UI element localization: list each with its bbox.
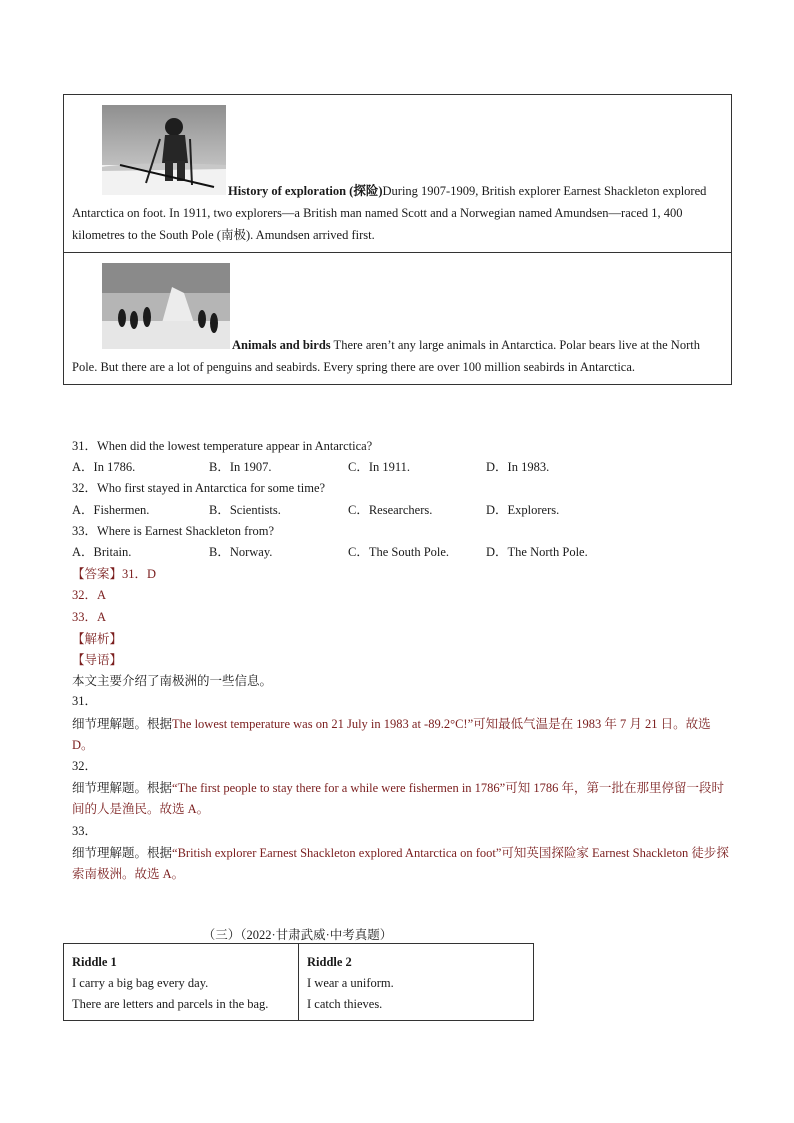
- riddle-2-line-2: I catch thieves.: [307, 997, 383, 1011]
- option-a: A．Fishermen.: [72, 502, 150, 517]
- riddle-2-title: Riddle 2: [307, 955, 352, 969]
- analysis-label: 【解析】: [72, 630, 123, 646]
- answer-label: 【答案】: [72, 566, 123, 582]
- explanation-33-prefix: 细节理解题。根据: [72, 844, 173, 860]
- animals-text: There aren’t any large animals in Antarctica. Polar bears live at the North Pole. But there are a lot of penguins and seabirds. Every spring there are over 100 million seabirds in Antarctica.: [72, 338, 700, 374]
- explanation-32-number: 32．: [72, 759, 98, 774]
- exploration-text: During 1907-1909, British explorer Earnest Shackleton explored Antarctica on foot. In 1911, two explorers—a British man named Scott and a Norwegian named Amundsen—raced 1, 400 kilometres to the South Pole (南极). Amundsen arrived first.: [72, 184, 707, 242]
- answer-33: 33．A: [72, 609, 107, 624]
- option-c: C．Researchers.: [348, 502, 433, 517]
- question-32-options: [72, 500, 732, 521]
- passage-row-exploration: [64, 95, 731, 253]
- question-block: [72, 436, 732, 885]
- option-b: B．Scientists.: [209, 502, 281, 517]
- explanation-32: [72, 777, 732, 820]
- riddle-1-title: Riddle 1: [72, 955, 117, 969]
- penguins-photo: [102, 263, 230, 356]
- answer-32: 32．A: [72, 588, 107, 603]
- question-31-options: [72, 457, 732, 478]
- animals-heading: Animals and birds: [232, 338, 331, 352]
- explanation-31-body: The lowest temperature was on 21 July in 1983 at -89.2°C!”可知最低气温是在 1983 年 7 月 21 日。故选 D。: [72, 716, 711, 752]
- option-d: D．Explorers.: [486, 502, 560, 517]
- passage-table: [63, 94, 732, 385]
- intro-label: 【导语】: [72, 652, 123, 668]
- option-c: C．The South Pole.: [348, 545, 450, 560]
- explanation-31: [72, 713, 732, 756]
- riddle-1-line-1: I carry a big bag every day.: [72, 976, 209, 990]
- explanation-33-body: “British explorer Earnest Shackleton explored Antarctica on foot”可知英国探险家 Earnest Shackleton 徒步探索南极洲。故选 A。: [72, 845, 729, 882]
- riddle-2-cell: [299, 944, 532, 1020]
- option-b: B．Norway.: [209, 545, 273, 560]
- option-a: A．Britain.: [72, 545, 132, 560]
- riddle-table: [63, 943, 534, 1021]
- question-32-stem: 32．Who first stayed in Antarctica for some time?: [72, 481, 326, 496]
- riddle-2-line-1: I wear a uniform.: [307, 976, 394, 990]
- explanation-33-number: 33．: [72, 823, 98, 838]
- explanation-31-number: 31．: [72, 694, 98, 709]
- explanation-32-prefix: 细节理解题。根据: [72, 780, 173, 796]
- riddle-1-line-2: There are letters and parcels in the bag.: [72, 997, 269, 1011]
- option-d: D．The North Pole.: [486, 545, 588, 560]
- question-33-options: [72, 542, 732, 563]
- option-b: B．In 1907.: [209, 460, 272, 475]
- question-31-stem: 31．When did the lowest temperature appear in Antarctica?: [72, 439, 373, 453]
- answer-31: [72, 563, 732, 585]
- explorer-photo: [102, 105, 226, 202]
- explanation-31-prefix: 细节理解题。根据: [72, 715, 173, 731]
- option-a: A．In 1786.: [72, 460, 136, 475]
- intro-text: 本文主要介绍了南极洲的一些信息。: [72, 673, 273, 689]
- option-d: D．In 1983.: [486, 460, 550, 475]
- explanation-32-body: “The first people to stay there for a while were fishermen in 1786”可知 1786 年，第一批在那里停留一段时间的人是渔民。故选 A。: [72, 781, 724, 817]
- passage-row-animals: [64, 253, 731, 384]
- riddle-1-cell: [64, 944, 299, 1020]
- riddle-section-title: （三）（2022·甘肃武威·中考真题）: [202, 928, 393, 942]
- question-33-stem: 33．Where is Earnest Shackleton from?: [72, 523, 275, 538]
- option-c: C．In 1911.: [348, 460, 411, 475]
- answer-31-value: 31．D: [122, 567, 157, 582]
- exploration-heading: History of exploration (探险): [228, 184, 383, 198]
- explanation-33: [72, 842, 732, 885]
